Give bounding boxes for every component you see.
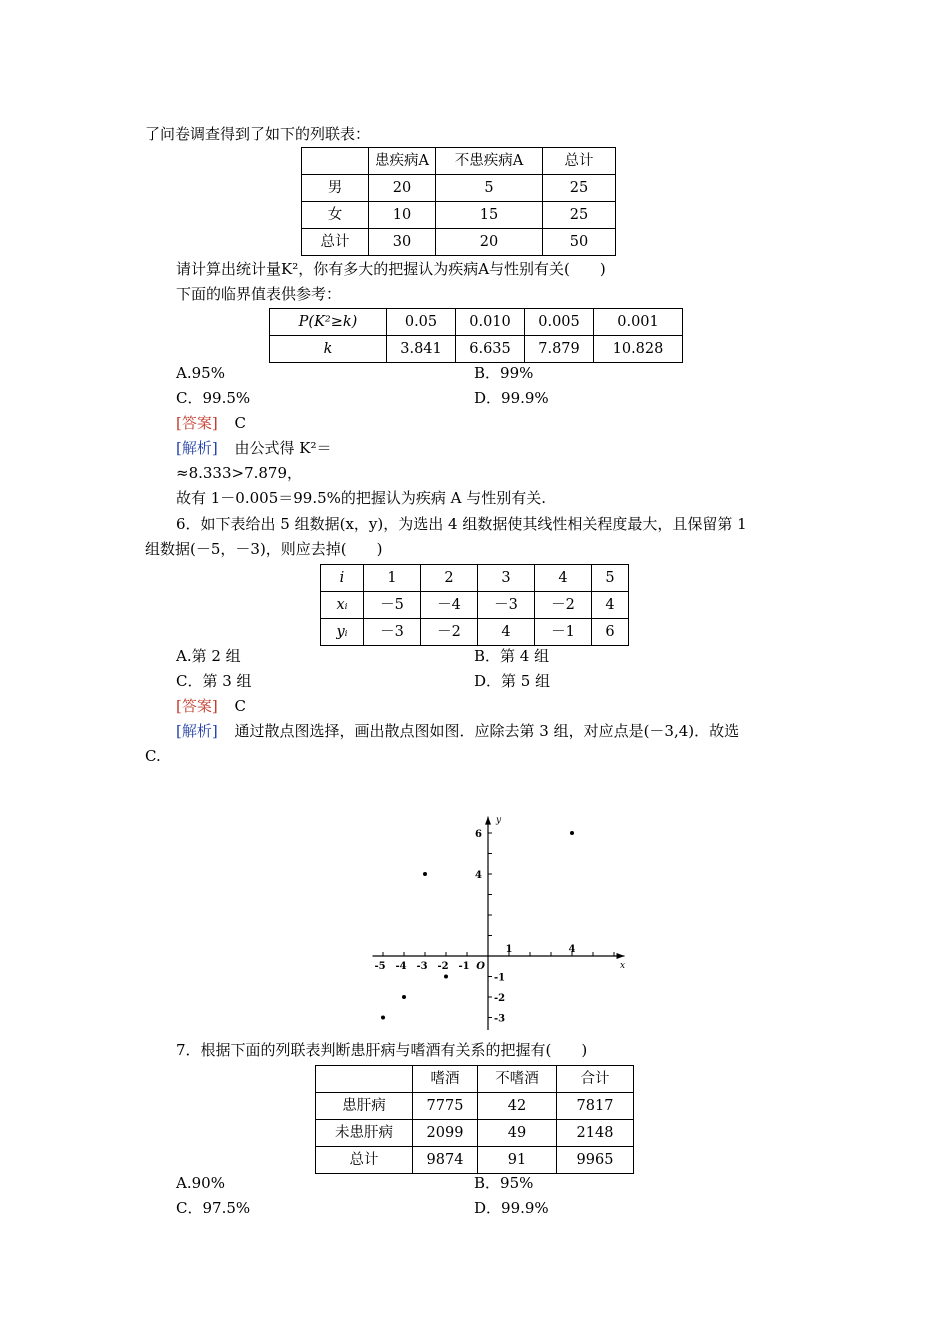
analysis-text: 通过散点图选择，画出散点图如图．应除去第 3 组，对应点是(－3,4)．故选 (234, 722, 740, 740)
table-cell: 0.005 (525, 309, 594, 336)
table-cell: －2 (535, 592, 592, 619)
q7-option-b: B．95% (474, 1174, 534, 1192)
q5-answer (176, 413, 246, 433)
table-row (316, 1147, 634, 1174)
intro-line: 了问卷调查得到了如下的列联表： (145, 125, 371, 143)
x-axis-arrow (617, 953, 625, 959)
q5-analysis-line-3: 故有 1－0.005＝99.5%的把握认为疾病 A 与性别有关. (176, 489, 547, 507)
q5-reference-line: 下面的临界值表供参考： (176, 285, 342, 303)
table-cell: 患肝病 (316, 1093, 413, 1120)
table-cell: 25 (543, 202, 616, 229)
origin-label: O (476, 961, 485, 972)
table-row (270, 309, 683, 336)
table-row (302, 175, 616, 202)
q7-option-a: A.90% (176, 1174, 225, 1192)
table-cell: 总计 (316, 1147, 413, 1174)
table-cell: 25 (543, 175, 616, 202)
q5-prompt: 请计算出统计量K²，你有多大的把握认为疾病A与性别有关( ) (176, 260, 606, 278)
table-cell (316, 1066, 413, 1093)
analysis-tag: [解析] (176, 439, 218, 457)
q6-prompt-line-2: 组数据(－5，－3)，则应去掉( ) (145, 540, 383, 558)
table-cell: 10.828 (594, 336, 683, 363)
table-cell: 3 (478, 565, 535, 592)
critical-value-table (269, 308, 683, 363)
answer-tag: [答案] (176, 697, 218, 715)
table-cell: 10 (369, 202, 436, 229)
table-cell: 1 (364, 565, 421, 592)
x-tick-label: -4 (395, 961, 407, 972)
scatter-point (423, 872, 427, 876)
table-row (316, 1093, 634, 1120)
table-cell: 0.001 (594, 309, 683, 336)
table-cell: 9965 (557, 1147, 634, 1174)
analysis-text: 由公式得 K²＝ (234, 439, 332, 457)
scatter-plot (368, 810, 628, 1030)
q5-analysis-line-2: ≈8.333>7.879， (176, 464, 303, 482)
table-cell: －2 (421, 619, 478, 646)
table-cell: 20 (369, 175, 436, 202)
contingency-table-liver-drinking (315, 1065, 634, 1174)
x-tick-label: -5 (374, 961, 386, 972)
q6-prompt-line-1: 6．如下表给出 5 组数据(x，y)，为选出 4 组数据使其线性相关程度最大，且保留第 1 (176, 515, 747, 533)
table-cell: 2099 (413, 1120, 478, 1147)
table-cell: 5 (436, 175, 543, 202)
y-tick-label: 4 (475, 870, 482, 881)
q6-answer (176, 696, 246, 716)
q6-analysis (176, 721, 739, 741)
table-cell: 总计 (302, 229, 369, 256)
table-cell: 6 (592, 619, 629, 646)
table-cell: －4 (421, 592, 478, 619)
y-tick-label: -3 (494, 1013, 506, 1025)
table-row (316, 1120, 634, 1147)
table-cell: 7817 (557, 1093, 634, 1120)
y-axis-label: y (496, 815, 502, 826)
table-cell: 5 (592, 565, 629, 592)
y-tick-label: -1 (494, 972, 506, 984)
answer-value: C (234, 414, 246, 432)
table-row (302, 148, 616, 175)
table-header-cell: xᵢ (321, 592, 364, 619)
y-tick-label: -2 (494, 993, 506, 1004)
q7-option-d: D．99.9% (474, 1199, 549, 1217)
table-cell: 6.635 (456, 336, 525, 363)
scatter-point (444, 975, 448, 979)
q5-option-c: C．99.5% (176, 389, 251, 407)
table-cell: 0.05 (387, 309, 456, 336)
table-cell: 49 (478, 1120, 557, 1147)
x-tick-label: -2 (437, 961, 449, 972)
q7-option-c: C．97.5% (176, 1199, 251, 1217)
table-cell: 2 (421, 565, 478, 592)
table-row (302, 229, 616, 256)
table-cell: 0.010 (456, 309, 525, 336)
table-cell: 未患肝病 (316, 1120, 413, 1147)
table-cell: －3 (478, 592, 535, 619)
x-tick-label: -3 (416, 961, 428, 972)
table-header-cell: 不嗜酒 (478, 1066, 557, 1093)
q6-option-d: D．第 5 组 (474, 672, 551, 690)
q5-analysis (176, 438, 332, 458)
table-header-cell: i (321, 565, 364, 592)
answer-value: C (234, 697, 246, 715)
table-header-cell: k (270, 336, 387, 363)
table-cell: 9874 (413, 1147, 478, 1174)
table-cell: －1 (535, 619, 592, 646)
table-cell: 4 (478, 619, 535, 646)
table-row (316, 1066, 634, 1093)
table-cell: 91 (478, 1147, 557, 1174)
scatter-point (570, 831, 574, 835)
contingency-table-disease-gender (301, 147, 616, 256)
table-cell: 2148 (557, 1120, 634, 1147)
q6-option-a: A.第 2 组 (176, 647, 241, 665)
analysis-tag: [解析] (176, 722, 218, 740)
table-cell: 3.841 (387, 336, 456, 363)
q5-option-d: D．99.9% (474, 389, 549, 407)
table-cell: 7775 (413, 1093, 478, 1120)
q5-option-a: A.95% (176, 364, 225, 382)
table-cell: 7.879 (525, 336, 594, 363)
q5-option-b: B．99% (474, 364, 534, 382)
y-tick-label: 6 (475, 829, 482, 840)
table-cell: 15 (436, 202, 543, 229)
table-cell: 4 (535, 565, 592, 592)
table-cell: 50 (543, 229, 616, 256)
answer-tag: [答案] (176, 414, 218, 432)
q7-prompt: 7．根据下面的列联表判断患肝病与嗜酒有关系的把握有( ) (176, 1041, 588, 1059)
y-axis-arrow (485, 817, 491, 825)
table-header-cell: yᵢ (321, 619, 364, 646)
x-tick-label: 1 (505, 944, 513, 955)
table-header-cell: 嗜酒 (413, 1066, 478, 1093)
x-axis-label: x (619, 961, 626, 971)
table-row (321, 619, 629, 646)
scatter-point (402, 995, 406, 999)
table-cell: 女 (302, 202, 369, 229)
table-cell: －3 (364, 619, 421, 646)
table-row (270, 336, 683, 363)
table-cell: 42 (478, 1093, 557, 1120)
table-cell: 20 (436, 229, 543, 256)
q6-data-table (320, 564, 629, 646)
table-row (321, 565, 629, 592)
table-cell: 男 (302, 175, 369, 202)
q6-analysis-line-2: C. (145, 747, 161, 765)
table-header-cell: 不患疾病A (436, 148, 543, 175)
table-row (321, 592, 629, 619)
table-header-cell: 患疾病A (369, 148, 436, 175)
table-row (302, 202, 616, 229)
table-cell: －5 (364, 592, 421, 619)
table-cell (302, 148, 369, 175)
table-header-cell: 合计 (557, 1066, 634, 1093)
q6-option-c: C．第 3 组 (176, 672, 252, 690)
table-cell: 30 (369, 229, 436, 256)
x-tick-label: 4 (568, 944, 576, 955)
table-header-cell: 总计 (543, 148, 616, 175)
scatter-point (381, 1016, 385, 1020)
table-header-cell: P(K²≥k) (270, 309, 387, 336)
q6-option-b: B．第 4 组 (474, 647, 550, 665)
table-cell: 4 (592, 592, 629, 619)
x-tick-label: -1 (458, 961, 470, 972)
